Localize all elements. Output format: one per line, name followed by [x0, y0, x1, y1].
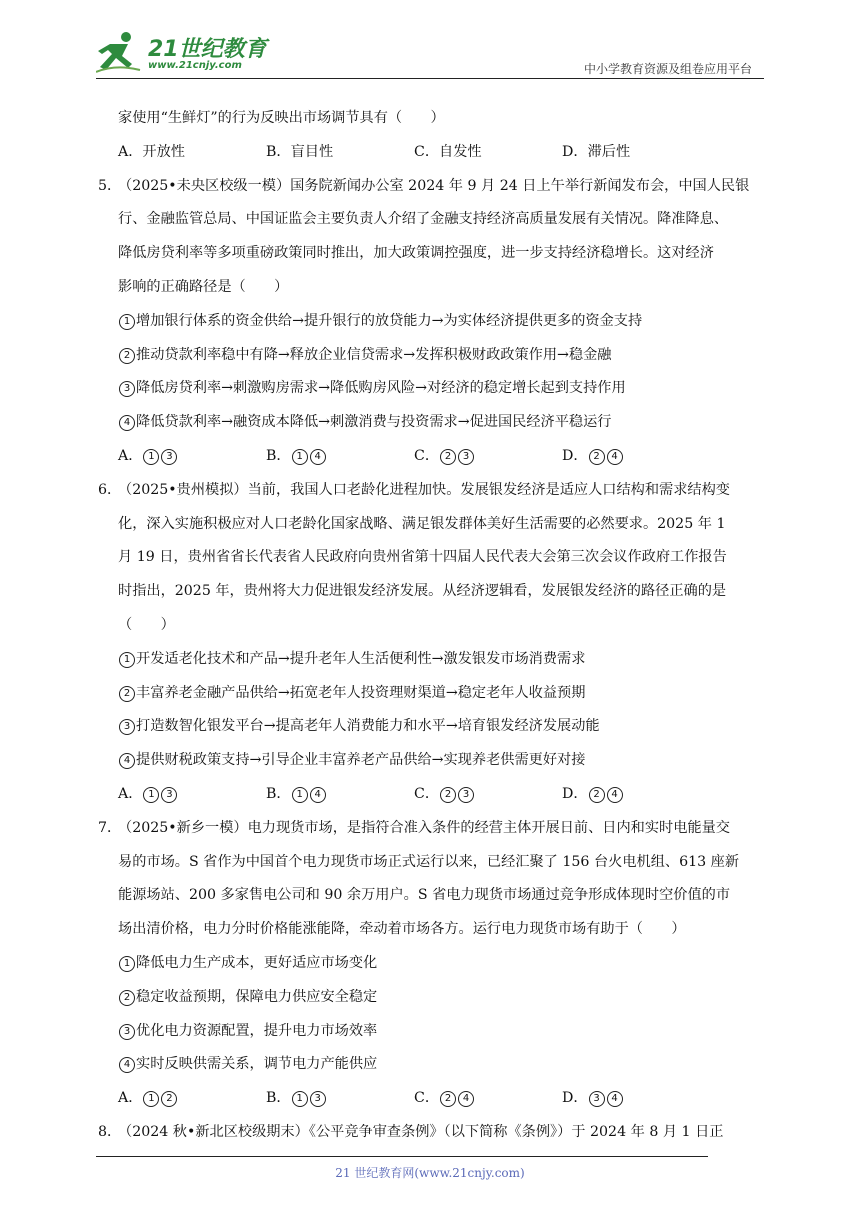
- option-b[interactable]: B． 1 4: [266, 778, 414, 812]
- answer-options: [118, 1082, 766, 1116]
- question-stem-line: 家使用“生鲜灯”的行为反映出市场调节具有（ ）: [118, 110, 445, 126]
- question-stem-line: 时指出，2025 年，贵州将大力促进银发经济发展。从经济逻辑看，发展银发经济的路径正确的是: [118, 583, 727, 600]
- option-a[interactable]: A． 1 3: [118, 440, 266, 474]
- statement-item: 1 开发适老化技术和产品→提升老年人生活便利性→激发银发市场消费需求: [118, 643, 766, 677]
- question-stem-line: 8． （2024 秋•新北区校级期末）《公平竞争审查条例》（以下简称《条例》）于 2024 年 8 月 1 日正: [118, 1116, 766, 1150]
- question-stem-line: （ ）: [118, 616, 175, 633]
- circled-number-icon: 4: [119, 1057, 135, 1073]
- circled-number-icon: 4: [119, 753, 135, 769]
- statement-item: 4 提供财税政策支持→引导企业丰富养老产品供给→实现养老供需更好对接: [118, 744, 766, 778]
- answer-options: [118, 136, 766, 170]
- statement-item: 2 稳定收益预期，保障电力供应安全稳定: [118, 981, 766, 1015]
- question-stem-line: 降低房贷利率等多项重磅政策同时推出，加大政策调控强度，进一步支持经济稳增长。这对经济: [118, 245, 714, 262]
- question-number: 8．: [98, 1123, 122, 1140]
- question-number: 7．: [98, 819, 122, 836]
- logo: [96, 30, 266, 78]
- statement-item: 2 丰富养老金融产品供给→拓宽老年人投资理财渠道→稳定老年人收益预期: [118, 677, 766, 711]
- question-stem-line: 行、金融监管总局、中国证监会主要负责人介绍了金融支持经济高质量发展有关情况。降准降息、: [118, 211, 729, 228]
- statement-item: 1 增加银行体系的资金供给→提升银行的放贷能力→为实体经济提供更多的资金支持: [118, 305, 766, 339]
- question-number: 5．: [98, 177, 122, 194]
- question-stem-line: 易的市场。S 省作为中国首个电力现货市场正式运行以来，已经汇聚了 156 台火电机组、613 座新: [118, 853, 740, 870]
- option-d[interactable]: D．滞后性: [562, 143, 631, 160]
- footer-divider: [96, 1156, 708, 1157]
- statement-item: 1 降低电力生产成本，更好适应市场变化: [118, 947, 766, 981]
- circled-number-icon: 4: [119, 415, 135, 431]
- question-stem-line: 5． （2025•未央区校级一模）国务院新闻办公室 2024 年 9 月 24 日上午举行新闻发布会，中国人民银: [118, 170, 766, 204]
- option-b[interactable]: B．盲目性: [266, 143, 334, 160]
- option-a[interactable]: A． 1 3: [118, 778, 266, 812]
- answer-options: [118, 778, 766, 812]
- option-c[interactable]: C． 2 4: [414, 1082, 562, 1116]
- circled-number-icon: 3: [119, 1024, 135, 1040]
- option-d[interactable]: D． 2 4: [562, 778, 710, 812]
- circled-number-icon: 2: [119, 990, 135, 1006]
- circled-number-icon: 1: [119, 956, 135, 972]
- question-stem-line: 影响的正确路径是（ ）: [118, 278, 289, 295]
- circled-number-icon: 1: [119, 652, 135, 668]
- question-stem-line: 化，深入实施积极应对人口老龄化国家战略、满足银发群体美好生活需要的必然要求。2025 年 1: [118, 515, 726, 532]
- circled-number-icon: 2: [119, 686, 135, 702]
- header-divider: [96, 78, 764, 79]
- statement-item: 3 降低房贷利率→刺激购房需求→降低购房风险→对经济的稳定增长起到支持作用: [118, 372, 766, 406]
- page-header: [0, 0, 860, 80]
- option-d[interactable]: D． 2 4: [562, 440, 710, 474]
- statement-item: 3 优化电力资源配置，提升电力市场效率: [118, 1015, 766, 1049]
- question-stem-line: 6． （2025•贵州模拟）当前，我国人口老龄化进程加快。发展银发经济是适应人口结构和需求结构变: [118, 474, 766, 508]
- question-stem-line: 月 19 日，贵州省省长代表省人民政府向贵州省第十四届人民代表大会第三次会议作政府工作报告: [118, 549, 727, 566]
- statement-item: 2 推动贷款利率稳中有降→释放企业信贷需求→发挥积极财政政策作用→稳金融: [118, 339, 766, 373]
- circled-number-icon: 3: [119, 381, 135, 397]
- question-content: [98, 102, 766, 1150]
- statement-item: 3 打造数智化银发平台→提高老年人消费能力和水平→培育银发经济发展动能: [118, 710, 766, 744]
- question-stem-line: 7． （2025•新乡一模）电力现货市场，是指符合准入条件的经营主体开展日前、日内和实时电能量交: [118, 812, 766, 846]
- question-stem-line: 场出清价格，电力分时价格能涨能降，牵动着市场各方。运行电力现货市场有助于（ ）: [118, 921, 686, 938]
- option-b[interactable]: B． 1 4: [266, 440, 414, 474]
- option-a[interactable]: A．开放性: [118, 143, 185, 160]
- answer-options: [118, 440, 766, 474]
- option-d[interactable]: D． 3 4: [562, 1082, 710, 1116]
- question-number: 6．: [98, 481, 122, 498]
- circled-number-icon: 3: [119, 719, 135, 735]
- option-c[interactable]: C．自发性: [414, 143, 482, 160]
- question-stem-line: 能源场站、200 多家售电公司和 90 余万用户。S 省电力现货市场通过竞争形成体现时空价值的市: [118, 887, 731, 904]
- platform-title: 中小学教育资源及组卷应用平台: [583, 62, 752, 76]
- runner-logo-icon: [96, 30, 146, 76]
- option-c[interactable]: C． 2 3: [414, 440, 562, 474]
- option-b[interactable]: B． 1 3: [266, 1082, 414, 1116]
- circled-number-icon: 1: [119, 314, 135, 330]
- logo-url: www.21cnjy.com: [148, 60, 242, 71]
- option-a[interactable]: A． 1 2: [118, 1082, 266, 1116]
- statement-item: 4 实时反映供需关系，调节电力产能供应: [118, 1048, 766, 1082]
- statement-item: 4 降低贷款利率→融资成本降低→刺激消费与投资需求→促进国民经济平稳运行: [118, 406, 766, 440]
- logo-text: 21世纪教育: [148, 37, 267, 62]
- circled-number-icon: 2: [119, 348, 135, 364]
- footer-link[interactable]: 21 世纪教育网(www.21cnjy.com): [335, 1166, 525, 1180]
- option-c[interactable]: C． 2 3: [414, 778, 562, 812]
